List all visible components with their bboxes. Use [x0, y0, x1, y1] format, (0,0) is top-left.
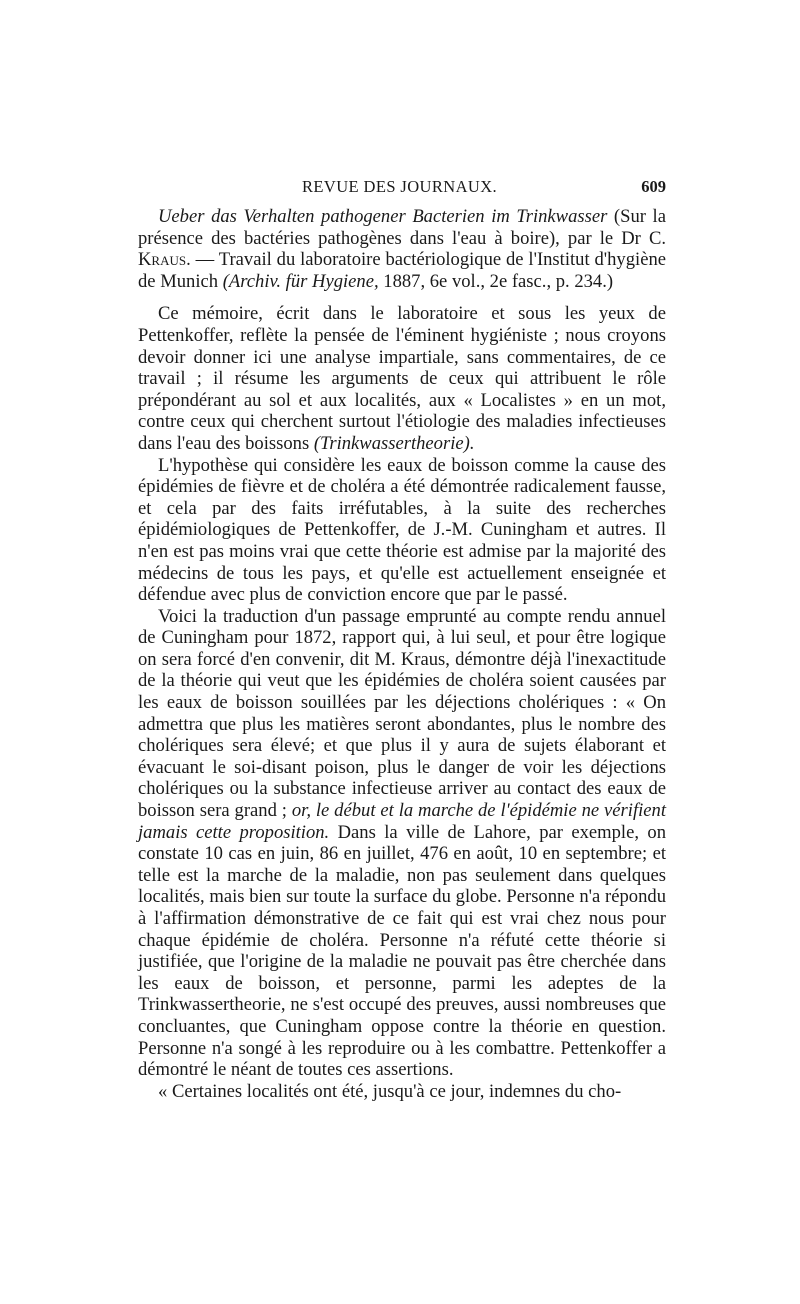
paragraph-3-italic: le début et la marche de l'épidémie ne vérifient jamais cette proposition. — [138, 800, 667, 843]
reference-text: (Sur la présence des bactéries pathogènes dans l'eau à boire), par le Dr — [138, 206, 666, 249]
running-title: REVUE DES JOURNAUX. — [302, 177, 498, 196]
journal-page — [138, 176, 666, 1102]
paragraph-1 — [138, 303, 666, 454]
author-name: C. Kraus — [138, 227, 666, 271]
paragraph-3-text-2: Dans la ville de Lahore, par exemple, on constate 10 cas en juin, 86 en juillet, 476 en août, 10 en septembre; et telle est la marche de la maladie, non pas seulement dans quelques localités, mais bien sur toute la surface du globe. Personne n'a répondu à l'affirmation démonstrative de ce fait qui est vrai chez nous pour chaque épidémie de choléra. Personne n'a réfuté cette théorie si justifiée, que l'origine de la maladie ne pouvait pas être cherchée dans les eaux de boisson, et personne, parmi les adeptes de la Trinkwassertheorie, ne s'est occupé des preuves, aussi nombreuses que concluantes, que Cuningham oppose contre la théorie en question. Personne n'a songé à les reproduire ou à les combattre. Pettenkoffer a démontré le néant de toutes ces assertions. — [138, 821, 666, 1081]
running-header — [138, 176, 666, 198]
article-title: Ueber das Verhalten pathogener Bacterien im Trinkwasser — [158, 206, 608, 227]
paragraph-1-italic: (Trinkwassertheorie). — [313, 432, 475, 454]
journal-name: (Archiv. für Hygiene, — [222, 270, 379, 292]
paragraph-3 — [138, 606, 666, 1081]
paragraph-1-text: Ce mémoire, écrit dans le laboratoire et sous les yeux de Pettenkoffer, reflète la pensée de l'éminent hygiéniste ; nous croyons devoir donner ici une analyse impartiale, sans commentaires, de ce travail ; il résume les arguments de ceux qui attribuent le rôle prépondérant au sol et aux localités, aux « Localistes » en un mot, contre ceux qui cherchent surtout l'étiologie des maladies infectieuses dans l'eau des boissons — [138, 303, 666, 454]
page-number: 609 — [641, 177, 666, 196]
bibliographic-reference — [138, 206, 666, 292]
paragraph-4: « Certaines localités ont été, jusqu'à ce jour, indemnes du cho- — [158, 1080, 622, 1102]
paragraph-3-text: Voici la traduction d'un passage emprunté au compte rendu annuel de Cuningham pour 1872, rapport qui, à lui seul, et pour être logique on sera forcé d'en convenir, dit M. Kraus, démontre déjà l'inexactitude de la théorie qui veut que les épidémies de choléra soient causées par les eaux de boisson souillées par les déjections cholériques : « On admettra que plus les matières seront abondantes, plus le nombre des cholériques sera élevé; et que plus il y aura de sujets élaborant et évacuant le soi-disant poison, plus le danger de voir les déjections cholériques ou la substance infectieuse arriver au contact des eaux de boisson sera grand ; — [138, 605, 666, 822]
reference-text-2: . — Travail du laboratoire bactériologique de l'Institut d'hygiène de Munich — [138, 249, 666, 292]
paragraph-2: L'hypothèse qui considère les eaux de boisson comme la cause des épidémies de fièvre et de choléra a été démontrée radicalement fausse, et cela par des faits irréfutables, à la suite des recherches épidémiologiques de Pettenkoffer, de J.-M. Cuningham et autres. Il n'en est pas moins vrai que cette théorie est admise par la majorité des médecins de tous les pays, et qu'elle est actuellement enseignée et défendue avec plus de conviction encore que par le passé. — [138, 454, 666, 606]
citation: 1887, 6e vol., 2e fasc., p. 234.) — [378, 270, 614, 292]
paragraph-3-or: or, — [291, 800, 311, 822]
